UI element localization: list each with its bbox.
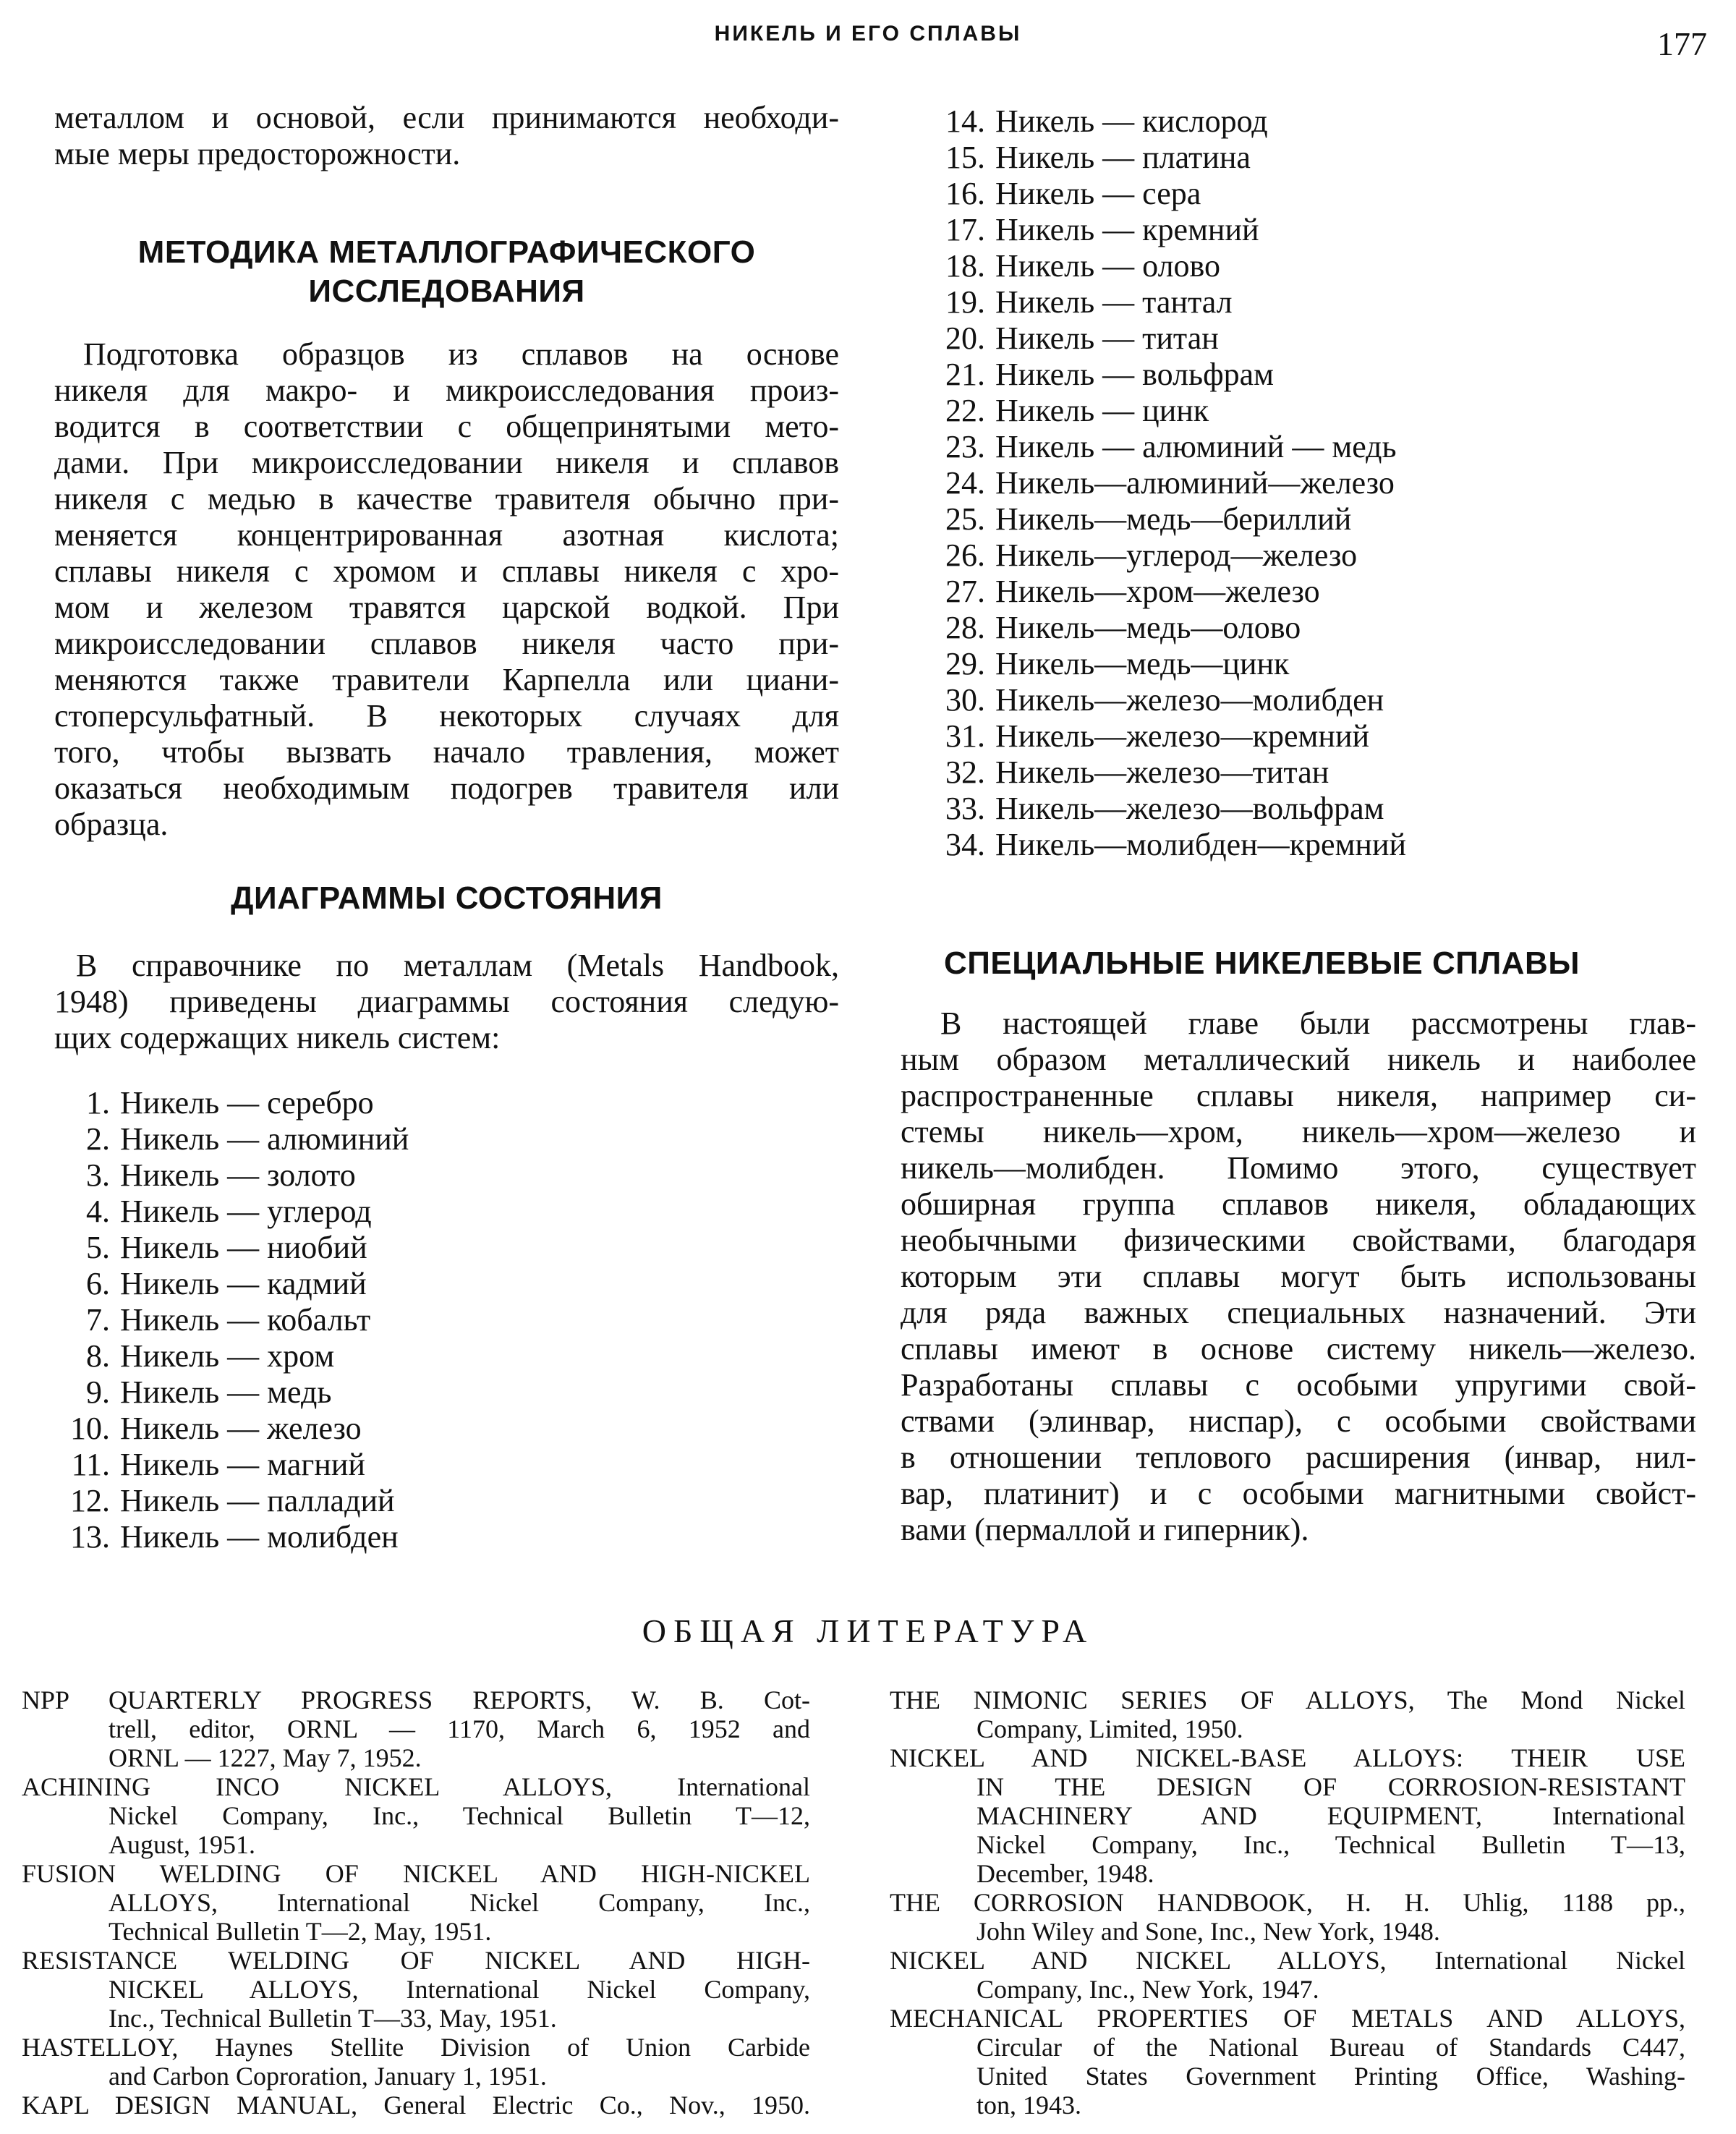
section-heading-special-alloys xyxy=(901,944,1736,983)
reference-line: NICKEL ALLOYS, International Nickel Company, xyxy=(109,1975,810,2004)
item-number: 29. xyxy=(945,646,985,681)
reference-entry xyxy=(890,1888,1685,1946)
text-line: в отношении теплового расширения (инвар, нил- xyxy=(901,1440,1696,1475)
text-line: металлом и основой, если принимаются необходи- xyxy=(54,100,839,135)
text-line: мом и железом травятся царской водкой. При xyxy=(54,590,839,625)
text-line: никеля с медью в качестве травителя обычно при- xyxy=(54,481,839,517)
item-text: Никель—железо—молибден xyxy=(995,682,1384,718)
list-item xyxy=(65,1519,409,1555)
item-number: 12. xyxy=(70,1483,110,1518)
running-title: НИКЕЛЬ И ЕГО СПЛАВЫ xyxy=(714,22,1022,46)
item-text: Никель—железо—титан xyxy=(995,754,1329,790)
text-line: ным образом металлический никель и наиболее xyxy=(901,1042,1696,1077)
reference-line: Company, Limited, 1950. xyxy=(977,1714,1243,1743)
item-number: 27. xyxy=(945,574,985,609)
phase-diagrams-paragraph xyxy=(54,948,839,1056)
reference-entry xyxy=(22,2033,810,2091)
list-item xyxy=(940,103,1406,140)
item-number: 20. xyxy=(945,320,985,356)
reference-line: RESISTANCE WELDING OF NICKEL AND HIGH- xyxy=(22,1946,810,1975)
item-text: Никель — сера xyxy=(995,176,1201,211)
item-number: 14. xyxy=(945,103,985,139)
item-text: Никель — железо xyxy=(120,1411,362,1446)
item-number: 17. xyxy=(945,212,985,247)
text-line: меняется концентрированная азотная кислота; xyxy=(54,517,839,553)
reference-entry xyxy=(890,1685,1685,1743)
text-line: стоперсульфатный. В некоторых случаях для xyxy=(54,698,839,734)
list-item xyxy=(65,1085,409,1121)
item-text: Никель — кремний xyxy=(995,212,1259,247)
list-item xyxy=(940,357,1406,393)
item-text: Никель — титан xyxy=(995,320,1219,356)
reference-entry xyxy=(22,1946,810,2033)
list-item xyxy=(940,212,1406,248)
reference-line: Inc., Technical Bulletin T—33, May, 1951. xyxy=(109,2004,557,2033)
list-item xyxy=(940,537,1406,574)
text-line: обширная группа сплавов никеля, обладающих xyxy=(901,1186,1696,1222)
text-line: оказаться необходимым подогрев травителя или xyxy=(54,770,839,806)
heading-line: ДИАГРАММЫ СОСТОЯНИЯ xyxy=(231,880,663,916)
reference-line: Nickel Company, Inc., Technical Bulletin T—12, xyxy=(109,1801,810,1830)
reference-line: THE NIMONIC SERIES OF ALLOYS, The Mond Nickel xyxy=(890,1685,1685,1714)
item-number: 31. xyxy=(945,718,985,754)
reference-line: ALLOYS, International Nickel Company, Inc., xyxy=(109,1888,810,1917)
heading-line: ИССЛЕДОВАНИЯ xyxy=(308,273,585,309)
list-item xyxy=(940,248,1406,284)
phase-systems-list-1 xyxy=(65,1085,409,1555)
item-number: 13. xyxy=(70,1519,110,1555)
item-number: 2. xyxy=(86,1121,110,1157)
item-number: 16. xyxy=(945,176,985,211)
list-item xyxy=(940,754,1406,791)
list-item xyxy=(940,320,1406,357)
reference-line: NICKEL AND NICKEL-BASE ALLOYS: THEIR USE xyxy=(890,1743,1685,1772)
heading-line: МЕТОДИКА МЕТАЛЛОГРАФИЧЕСКОГО xyxy=(137,234,756,270)
list-item xyxy=(65,1121,409,1157)
list-item xyxy=(940,284,1406,320)
text-line: никеля для макро- и микроисследования произ- xyxy=(54,373,839,408)
item-number: 32. xyxy=(945,754,985,790)
reference-entry xyxy=(890,2004,1685,2120)
item-text: Никель — палладий xyxy=(120,1483,395,1518)
list-item xyxy=(940,610,1406,646)
item-text: Никель — кислород xyxy=(995,103,1268,139)
reference-line: FUSION WELDING OF NICKEL AND HIGH-NICKEL xyxy=(22,1859,810,1888)
text-line: 1948) приведены диаграммы состояния следую- xyxy=(54,984,839,1019)
item-text: Никель — алюминий — медь xyxy=(995,429,1397,464)
item-text: Никель—молибден—кремний xyxy=(995,827,1407,862)
list-item xyxy=(940,176,1406,212)
list-item xyxy=(940,682,1406,718)
item-number: 18. xyxy=(945,248,985,284)
item-number: 15. xyxy=(945,140,985,175)
item-number: 11. xyxy=(71,1447,110,1482)
reference-entry xyxy=(22,2091,810,2120)
item-text: Никель — платина xyxy=(995,140,1251,175)
list-item xyxy=(65,1302,409,1338)
list-item xyxy=(65,1483,409,1519)
text-line: которым эти сплавы могут быть использованы xyxy=(901,1259,1696,1294)
list-item xyxy=(940,140,1406,176)
item-text: Никель—медь—бериллий xyxy=(995,501,1352,537)
reference-entry xyxy=(890,1743,1685,1888)
reference-line: ton, 1943. xyxy=(977,2091,1082,2120)
list-item xyxy=(65,1447,409,1483)
list-item xyxy=(65,1230,409,1266)
item-number: 9. xyxy=(86,1374,110,1410)
item-text: Никель — хром xyxy=(120,1338,335,1374)
text-line: необычными физическими свойствами, благодаря xyxy=(901,1223,1696,1258)
list-item xyxy=(940,393,1406,429)
text-line: меняются также травители Карпелла или циани- xyxy=(54,662,839,697)
item-text: Никель — алюминий xyxy=(120,1121,409,1157)
item-number: 4. xyxy=(86,1194,110,1229)
text-line: микроисследовании сплавов никеля часто при- xyxy=(54,626,839,661)
item-text: Никель — молибден xyxy=(120,1519,399,1555)
item-number: 3. xyxy=(86,1157,110,1193)
list-item xyxy=(65,1266,409,1302)
reference-line: Nickel Company, Inc., Technical Bulletin T—13, xyxy=(977,1830,1685,1859)
item-text: Никель — вольфрам xyxy=(995,357,1274,392)
item-number: 33. xyxy=(945,791,985,826)
item-text: Никель—медь—цинк xyxy=(995,646,1290,681)
reference-line: ACHINING INCO NICKEL ALLOYS, International xyxy=(22,1772,810,1801)
section-heading-phase-diagrams xyxy=(54,879,839,918)
reference-line: MECHANICAL PROPERTIES OF METALS AND ALLOYS, xyxy=(890,2004,1685,2033)
list-item xyxy=(940,827,1406,863)
item-text: Никель — кадмий xyxy=(120,1266,367,1301)
reference-line: August, 1951. xyxy=(109,1830,256,1859)
item-text: Никель—железо—вольфрам xyxy=(995,791,1384,826)
item-text: Никель — ниобий xyxy=(120,1230,367,1265)
item-number: 22. xyxy=(945,393,985,428)
reference-entry xyxy=(22,1772,810,1859)
item-number: 24. xyxy=(945,465,985,501)
text-line: ствами (элинвар, ниспар), с особыми свойствами xyxy=(901,1403,1696,1439)
reference-line: Company, Inc., New York, 1947. xyxy=(977,1975,1319,2004)
item-text: Никель — золото xyxy=(120,1157,356,1193)
item-text: Никель — кобальт xyxy=(120,1302,371,1338)
text-line: В справочнике по металлам (Metals Handbook, xyxy=(76,948,839,983)
list-item xyxy=(65,1157,409,1194)
reference-entry xyxy=(22,1859,810,1946)
text-line: дами. При микроисследовании никеля и сплавов xyxy=(54,445,839,480)
reference-line: John Wiley and Sone, Inc., New York, 1948. xyxy=(977,1917,1440,1946)
list-item xyxy=(65,1338,409,1374)
item-number: 34. xyxy=(945,827,985,862)
reference-entry xyxy=(22,1685,810,1772)
list-item xyxy=(940,718,1406,754)
text-line: Разработаны сплавы с особыми упругими свой- xyxy=(901,1367,1696,1403)
item-number: 10. xyxy=(70,1411,110,1446)
item-text: Никель — магний xyxy=(120,1447,365,1482)
reference-entry xyxy=(890,1946,1685,2004)
item-text: Никель — цинк xyxy=(995,393,1209,428)
item-text: Никель—хром—железо xyxy=(995,574,1320,609)
section-heading-metallography xyxy=(54,233,839,311)
item-number: 1. xyxy=(86,1085,110,1121)
text-line: мые меры предосторожности. xyxy=(54,136,461,171)
reference-line: and Carbon Coproration, January 1, 1951. xyxy=(109,2062,547,2091)
item-number: 8. xyxy=(86,1338,110,1374)
text-line: никель—молибден. Помимо этого, существует xyxy=(901,1150,1696,1186)
item-number: 5. xyxy=(86,1230,110,1265)
literature-title: ОБЩАЯ ЛИТЕРАТУРА xyxy=(642,1612,1094,1649)
special-alloys-paragraph xyxy=(901,1006,1696,1548)
reference-line: HASTELLOY, Haynes Stellite Division of Union Carbide xyxy=(22,2033,810,2062)
left-intro xyxy=(54,100,839,172)
text-line: того, чтобы вызвать начало травления, может xyxy=(54,734,839,770)
references-right xyxy=(890,1685,1685,2120)
item-text: Никель — тантал xyxy=(995,284,1233,320)
item-text: Никель—железо—кремний xyxy=(995,718,1370,754)
list-item xyxy=(65,1411,409,1447)
reference-line: MACHINERY AND EQUIPMENT, International xyxy=(977,1801,1685,1830)
list-item xyxy=(65,1194,409,1230)
reference-line: Technical Bulletin T—2, May, 1951. xyxy=(109,1917,492,1946)
item-number: 26. xyxy=(945,537,985,573)
item-text: Никель—алюминий—железо xyxy=(995,465,1395,501)
item-text: Никель — серебро xyxy=(120,1085,374,1121)
item-number: 21. xyxy=(945,357,985,392)
reference-line: IN THE DESIGN OF CORROSION-RESISTANT xyxy=(977,1772,1685,1801)
text-line: распространенные сплавы никеля, например си- xyxy=(901,1078,1696,1113)
item-number: 19. xyxy=(945,284,985,320)
list-item xyxy=(940,646,1406,682)
item-text: Никель—медь—олово xyxy=(995,610,1301,645)
phase-systems-list-2 xyxy=(940,103,1406,863)
references-left xyxy=(22,1685,810,2120)
text-line: сплавы имеют в основе систему никель—железо. xyxy=(901,1331,1696,1366)
text-line: щих содержащих никель систем: xyxy=(54,1020,501,1055)
heading-line: СПЕЦИАЛЬНЫЕ НИКЕЛЕВЫЕ СПЛАВЫ xyxy=(944,945,1580,981)
page-number: 177 xyxy=(1657,25,1707,62)
text-line: вами (пермаллой и гиперник). xyxy=(901,1512,1309,1547)
item-text: Никель — олово xyxy=(995,248,1221,284)
item-text: Никель — медь xyxy=(120,1374,332,1410)
reference-line: NICKEL AND NICKEL ALLOYS, International Nickel xyxy=(890,1946,1685,1975)
text-line: вар, платинит) и с особыми магнитными свойст- xyxy=(901,1476,1696,1511)
reference-line: December, 1948. xyxy=(977,1859,1154,1888)
text-line: стемы никель—хром, никель—хром—железо и xyxy=(901,1114,1696,1149)
item-number: 28. xyxy=(945,610,985,645)
reference-line: trell, editor, ORNL — 1170, March 6, 1952 and xyxy=(109,1714,810,1743)
item-number: 7. xyxy=(86,1302,110,1338)
list-item xyxy=(940,501,1406,537)
list-item xyxy=(940,429,1406,465)
reference-line: THE CORROSION HANDBOOK, H. H. Uhlig, 1188 pp., xyxy=(890,1888,1685,1917)
reference-line: NPP QUARTERLY PROGRESS REPORTS, W. B. Cot- xyxy=(22,1685,810,1714)
text-line: В настоящей главе были рассмотрены глав- xyxy=(940,1006,1696,1041)
item-number: 6. xyxy=(86,1266,110,1301)
reference-line: ORNL — 1227, May 7, 1952. xyxy=(109,1743,422,1772)
list-item xyxy=(940,465,1406,501)
item-text: Никель — углерод xyxy=(120,1194,372,1229)
text-line: для ряда важных специальных назначений. Эти xyxy=(901,1295,1696,1330)
metallography-paragraph xyxy=(54,336,839,843)
item-number: 23. xyxy=(945,429,985,464)
text-line: Подготовка образцов из сплавов на основе xyxy=(83,336,839,372)
text-line: образца. xyxy=(54,807,169,842)
list-item xyxy=(940,574,1406,610)
reference-line: KAPL DESIGN MANUAL, General Electric Co., Nov., 1950. xyxy=(22,2091,810,2120)
item-number: 25. xyxy=(945,501,985,537)
reference-line: United States Government Printing Office, Washing- xyxy=(977,2062,1685,2091)
item-number: 30. xyxy=(945,682,985,718)
list-item xyxy=(65,1374,409,1411)
reference-line: Circular of the National Bureau of Standards C447, xyxy=(977,2033,1685,2062)
list-item xyxy=(940,791,1406,827)
text-line: водится в соответствии с общепринятыми мето- xyxy=(54,409,839,444)
text-line: сплавы никеля с хромом и сплавы никеля с хро- xyxy=(54,553,839,589)
item-text: Никель—углерод—железо xyxy=(995,537,1358,573)
